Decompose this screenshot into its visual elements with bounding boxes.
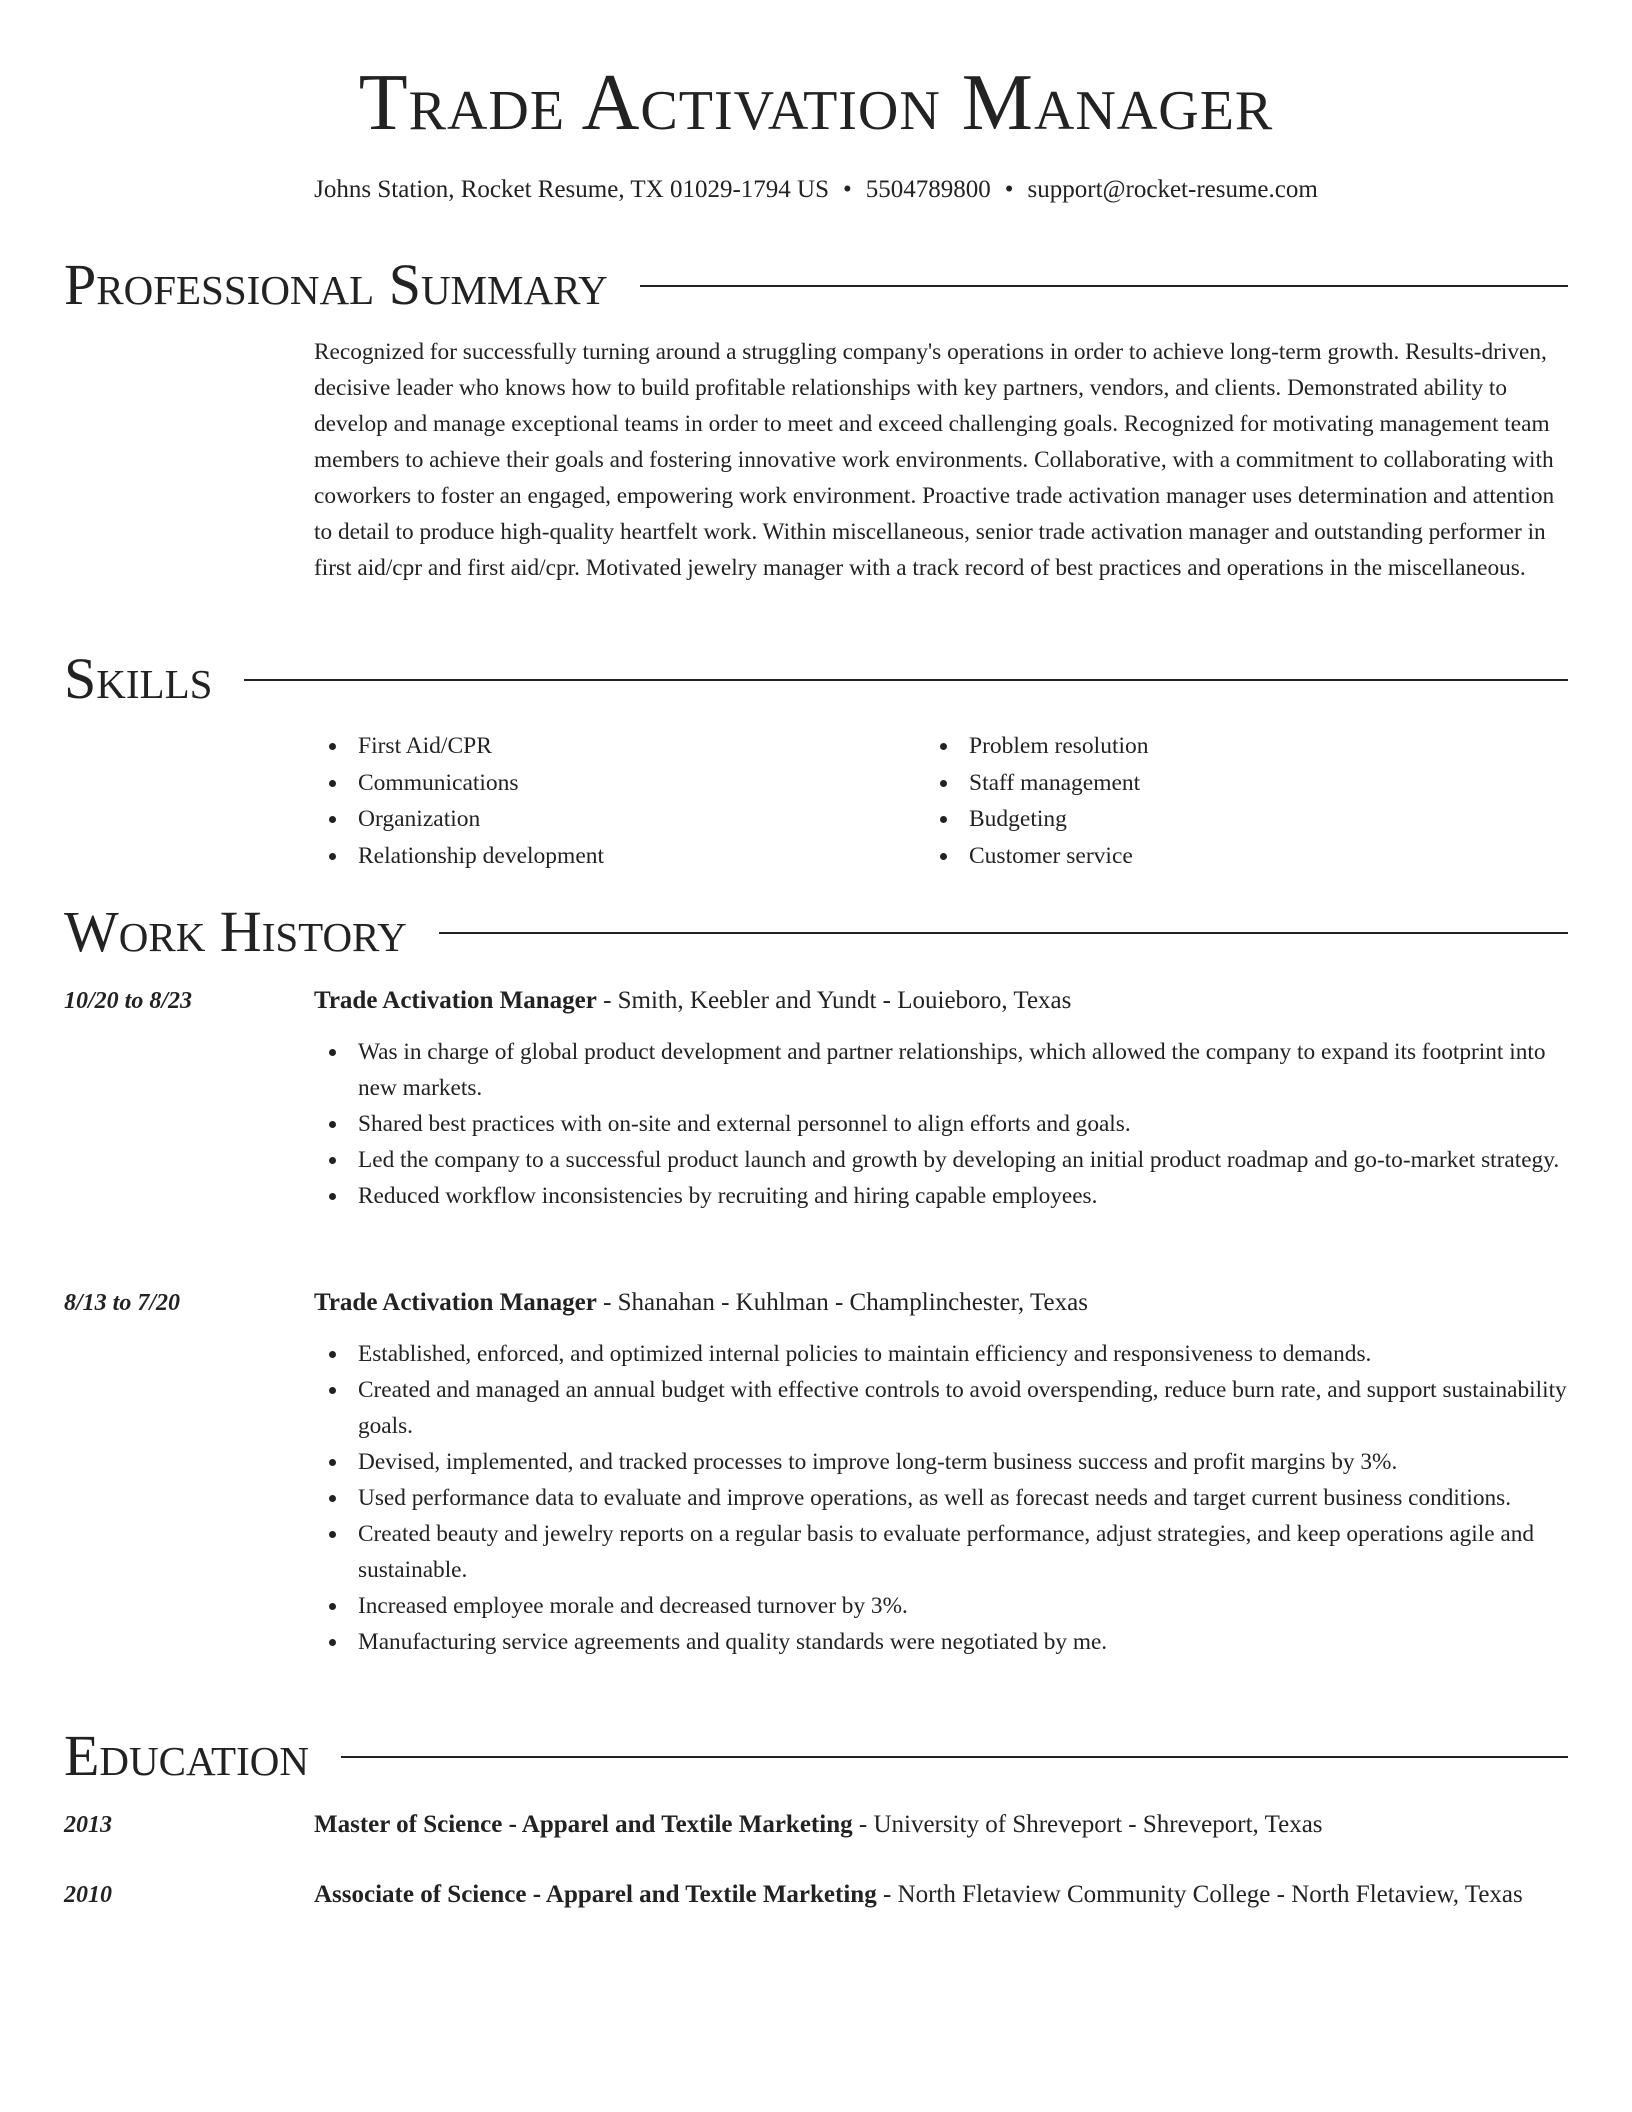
job-bullet: Led the company to a successful product launch and growth by developing an initial product roadmap and go-to-market strategy. — [314, 1142, 1568, 1178]
job-bullet: Shared best practices with on-site and external personnel to align efforts and goals. — [314, 1106, 1568, 1142]
job-bullet: Created and managed an annual budget with effective controls to avoid overspending, reduce burn rate, and support sustainability goals. — [314, 1372, 1568, 1444]
contact-separator: • — [842, 176, 852, 203]
education-year: 2013 — [64, 1812, 112, 1838]
skill-item: Staff management — [925, 765, 1525, 802]
job-bullet: Manufacturing service agreements and quality standards were negotiated by me. — [314, 1624, 1568, 1660]
job-bullets — [314, 1034, 1568, 1214]
section-divider — [640, 285, 1568, 287]
skill-item: Relationship development — [314, 838, 914, 875]
section-title-work-history: Work History — [64, 899, 407, 964]
education-year: 2010 — [64, 1882, 112, 1908]
skill-item: Organization — [314, 801, 914, 838]
education-degree: Master of Science - Apparel and Textile Marketing — [314, 1811, 853, 1838]
job-bullet: Reduced workflow inconsistencies by recruiting and hiring capable employees. — [314, 1178, 1568, 1214]
job-bullet: Used performance data to evaluate and improve operations, as well as forecast needs and target current business conditions. — [314, 1480, 1568, 1516]
contact-address: Johns Station, Rocket Resume, TX 01029-1794 US — [314, 176, 829, 203]
skills-list-left — [314, 728, 914, 874]
job-bullet: Established, enforced, and optimized internal policies to maintain efficiency and responsiveness to demands. — [314, 1336, 1568, 1372]
resume-name: Trade Activation Manager — [358, 59, 1274, 147]
job-employer: - Shanahan - Kuhlman - Champlinchester, Texas — [596, 1289, 1088, 1316]
job-title: Trade Activation Manager — [314, 1289, 597, 1316]
section-header-work-history — [64, 900, 1568, 964]
job-bullets — [314, 1336, 1568, 1660]
job-bullet: Was in charge of global product development and partner relationships, which allowed the company to expand its footprint into new markets. — [314, 1034, 1568, 1106]
section-divider — [439, 932, 1568, 934]
section-header-summary — [64, 253, 1568, 317]
section-header-education — [64, 1724, 1568, 1788]
contact-line — [0, 174, 1632, 206]
section-title-skills: Skills — [64, 646, 213, 711]
job-heading — [314, 982, 1568, 1020]
job-dates: 10/20 to 8/23 — [64, 988, 193, 1014]
skill-item: Customer service — [925, 838, 1525, 875]
education-degree: Associate of Science - Apparel and Textile Marketing — [314, 1881, 877, 1908]
education-school: - North Fletaview Community College - North Fletaview, Texas — [876, 1881, 1523, 1908]
contact-phone: 5504789800 — [865, 176, 991, 203]
job-bullet: Increased employee morale and decreased turnover by 3%. — [314, 1588, 1568, 1624]
education-entry — [314, 1806, 1568, 1844]
section-divider — [244, 679, 1568, 681]
job-title: Trade Activation Manager — [314, 987, 597, 1014]
section-header-skills — [64, 647, 1568, 711]
skill-item: Budgeting — [925, 801, 1525, 838]
summary-paragraph: Recognized for successfully turning around a struggling company's operations in order to achieve long-term growth. Results-driven, decisive leader who knows how to build profitable relationships with key partners, vendors, and clients. Demonstrated ability to develop and manage exceptional teams in order to meet and exceed challenging goals. Recognized for motivating management team members to achieve their goals and fostering innovative work environments. Collaborative, with a commitment to collaborating with coworkers to foster an engaged, empowering work environment. Proactive trade activation manager uses determination and attention to detail to produce high-quality heartfelt work. Within miscellaneous, senior trade activation manager and outstanding performer in first aid/cpr and first aid/cpr. Motivated jewelry manager with a track record of best practices and operations in the miscellaneous. — [314, 339, 1555, 581]
education-entry — [314, 1876, 1568, 1914]
education-school: - University of Shreveport - Shreveport, Texas — [852, 1811, 1323, 1838]
contact-email[interactable]: support@rocket-resume.com — [1027, 176, 1318, 203]
skill-item: Problem resolution — [925, 728, 1525, 765]
section-title-education: Education — [64, 1723, 309, 1788]
section-divider — [341, 1756, 1568, 1758]
section-title-summary: Professional Summary — [64, 252, 608, 317]
skills-list-right — [925, 728, 1525, 874]
job-dates: 8/13 to 7/20 — [64, 1290, 181, 1316]
contact-separator: • — [1004, 176, 1014, 203]
job-bullet: Created beauty and jewelry reports on a regular basis to evaluate performance, adjust strategies, and keep operations agile and sustainable. — [314, 1516, 1568, 1588]
job-heading — [314, 1284, 1568, 1322]
skill-item: First Aid/CPR — [314, 728, 914, 765]
job-employer: - Smith, Keebler and Yundt - Louieboro, Texas — [596, 987, 1072, 1014]
skill-item: Communications — [314, 765, 914, 802]
job-bullet: Devised, implemented, and tracked processes to improve long-term business success and profit margins by 3%. — [314, 1444, 1568, 1480]
